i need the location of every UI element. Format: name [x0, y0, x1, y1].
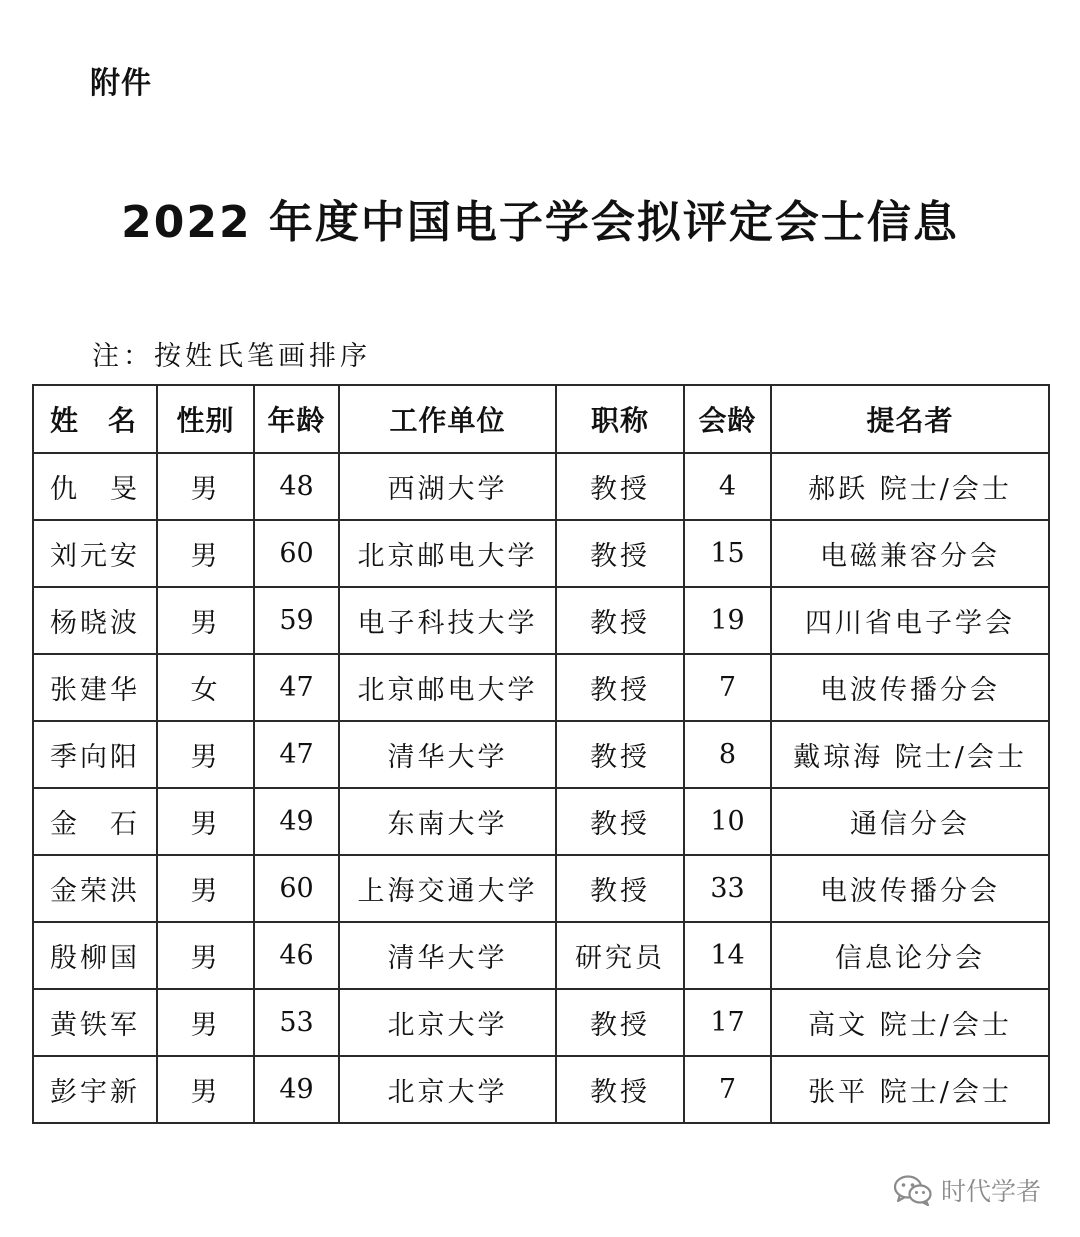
- cell-nominator: 高文 院士/会士: [771, 989, 1049, 1056]
- cell-gender: 男: [157, 721, 254, 788]
- cell-name: 杨晓波: [33, 587, 157, 654]
- cell-membership-years: 19: [684, 587, 771, 654]
- table-row: [33, 989, 1049, 1056]
- column-header-age: 年龄: [254, 385, 339, 453]
- cell-gender: 男: [157, 989, 254, 1056]
- cell-nominator: 电磁兼容分会: [771, 520, 1049, 587]
- cell-membership-years: 8: [684, 721, 771, 788]
- cell-age: 47: [254, 721, 339, 788]
- cell-age: 59: [254, 587, 339, 654]
- cell-nominator: 四川省电子学会: [771, 587, 1049, 654]
- cell-title: 教授: [556, 788, 684, 855]
- cell-membership-years: 33: [684, 855, 771, 922]
- cell-membership-years: 4: [684, 453, 771, 520]
- cell-employer: 电子科技大学: [339, 587, 556, 654]
- table-row: [33, 654, 1049, 721]
- cell-nominator: 电波传播分会: [771, 855, 1049, 922]
- cell-employer: 清华大学: [339, 721, 556, 788]
- cell-age: 49: [254, 788, 339, 855]
- cell-name: 彭宇新: [33, 1056, 157, 1123]
- cell-name: 黄铁军: [33, 989, 157, 1056]
- column-header-gender: 性别: [157, 385, 254, 453]
- wechat-icon: [893, 1174, 933, 1206]
- cell-nominator: 戴琼海 院士/会士: [771, 721, 1049, 788]
- cell-nominator: 张平 院士/会士: [771, 1056, 1049, 1123]
- cell-name: 季向阳: [33, 721, 157, 788]
- cell-membership-years: 15: [684, 520, 771, 587]
- cell-title: 教授: [556, 520, 684, 587]
- column-header-name: 姓 名: [33, 385, 157, 453]
- table-row: [33, 922, 1049, 989]
- table-row: [33, 855, 1049, 922]
- cell-name: 金荣洪: [33, 855, 157, 922]
- cell-title: 教授: [556, 855, 684, 922]
- cell-employer: 上海交通大学: [339, 855, 556, 922]
- cell-name: 仇 旻: [33, 453, 157, 520]
- sort-note: 注：按姓氏笔画排序: [92, 341, 371, 372]
- cell-nominator: 信息论分会: [771, 922, 1049, 989]
- cell-title: 教授: [556, 587, 684, 654]
- cell-age: 46: [254, 922, 339, 989]
- cell-title: 教授: [556, 453, 684, 520]
- table-row: [33, 1056, 1049, 1123]
- cell-employer: 北京邮电大学: [339, 654, 556, 721]
- cell-title: 教授: [556, 721, 684, 788]
- cell-employer: 北京邮电大学: [339, 520, 556, 587]
- table-row: [33, 453, 1049, 520]
- cell-employer: 东南大学: [339, 788, 556, 855]
- column-header-employer: 工作单位: [339, 385, 556, 453]
- cell-membership-years: 7: [684, 1056, 771, 1123]
- cell-age: 48: [254, 453, 339, 520]
- cell-nominator: 电波传播分会: [771, 654, 1049, 721]
- cell-membership-years: 7: [684, 654, 771, 721]
- column-header-nominator: 提名者: [771, 385, 1049, 453]
- cell-gender: 男: [157, 922, 254, 989]
- cell-membership-years: 17: [684, 989, 771, 1056]
- table-row: [33, 520, 1049, 587]
- cell-gender: 男: [157, 788, 254, 855]
- table-body: [33, 453, 1049, 1123]
- cell-employer: 清华大学: [339, 922, 556, 989]
- cell-nominator: 郝跃 院士/会士: [771, 453, 1049, 520]
- table-header-row: [33, 385, 1049, 453]
- cell-name: 殷柳国: [33, 922, 157, 989]
- cell-title: 教授: [556, 1056, 684, 1123]
- attachment-label: 附件: [90, 66, 152, 101]
- table-row: [33, 721, 1049, 788]
- cell-employer: 北京大学: [339, 1056, 556, 1123]
- cell-employer: 西湖大学: [339, 453, 556, 520]
- cell-gender: 男: [157, 1056, 254, 1123]
- watermark: [893, 1172, 1041, 1208]
- cell-title: 教授: [556, 654, 684, 721]
- column-header-title: 职称: [556, 385, 684, 453]
- table-row: [33, 587, 1049, 654]
- cell-gender: 男: [157, 587, 254, 654]
- cell-nominator: 通信分会: [771, 788, 1049, 855]
- cell-gender: 女: [157, 654, 254, 721]
- cell-age: 60: [254, 855, 339, 922]
- watermark-text: 时代学者: [941, 1177, 1042, 1206]
- fellows-table: [32, 384, 1050, 1124]
- cell-employer: 北京大学: [339, 989, 556, 1056]
- cell-gender: 男: [157, 855, 254, 922]
- cell-age: 60: [254, 520, 339, 587]
- cell-title: 研究员: [556, 922, 684, 989]
- cell-name: 金 石: [33, 788, 157, 855]
- cell-age: 47: [254, 654, 339, 721]
- column-header-membership-years: 会龄: [684, 385, 771, 453]
- document-title: 2022 年度中国电子学会拟评定会士信息: [121, 197, 959, 248]
- cell-membership-years: 10: [684, 788, 771, 855]
- cell-name: 刘元安: [33, 520, 157, 587]
- cell-gender: 男: [157, 520, 254, 587]
- cell-name: 张建华: [33, 654, 157, 721]
- cell-gender: 男: [157, 453, 254, 520]
- table-row: [33, 788, 1049, 855]
- cell-title: 教授: [556, 989, 684, 1056]
- cell-membership-years: 14: [684, 922, 771, 989]
- cell-age: 49: [254, 1056, 339, 1123]
- cell-age: 53: [254, 989, 339, 1056]
